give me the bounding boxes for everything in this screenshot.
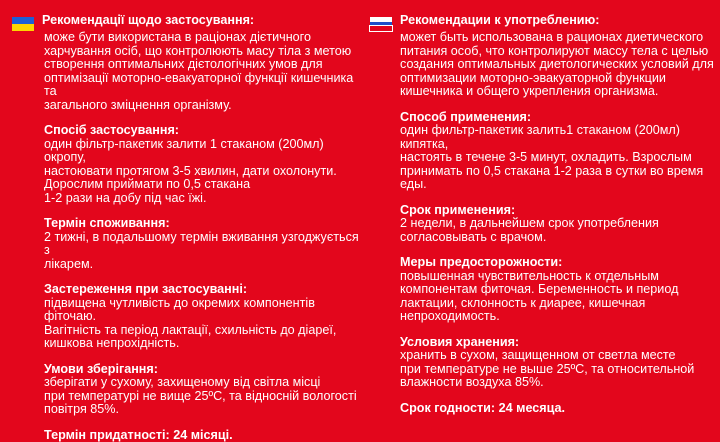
ua-recommend-header (12, 14, 362, 31)
russia-flag-icon (370, 17, 392, 31)
ru-warn-text: повышенная чувствительность к отдельным компонентам фиточая. Беременность и период лактации, склонность к диарее, кишечная непроходимость. (400, 270, 716, 324)
ru-term-section (370, 204, 716, 245)
ua-term-section (12, 217, 362, 271)
ru-storage-title: Условия хранения: (400, 336, 716, 350)
ru-term-title: Срок применения: (400, 204, 716, 218)
ru-method-title: Способ применения: (400, 111, 716, 125)
ru-storage-section (370, 336, 716, 390)
ua-warn-title: Застереження при застосуванні: (44, 283, 362, 297)
ru-recommend-text: может быть использована в рационах диетического питания особ, что контролируют массу тела с целью создания оптимальных диетологических условий для оптимизации моторно-эвакуаторной функции кишечника и общего укрепления организма. (400, 31, 716, 99)
ua-recommend-text: може бути використана в раціонах дієтичного харчування осіб, що контролюють масу тіла з метою створення оптимальних дієтологічних умов для оптимізації моторно-евакуаторної функції кишечника та загального зміцнення організму. (44, 31, 362, 112)
ua-warn-section (12, 283, 362, 351)
ukrainian-column (12, 14, 362, 442)
ua-warn-text: підвищена чутливість до окремих компонентів фіточаю. Вагітність та період лактації, схильність до діареї, кишкова непрохідність. (44, 297, 362, 351)
ru-storage-text: хранить в сухом, защищенном от светла месте при температуре не выше 25ºС, та относительной влажности воздуха 85%. (400, 349, 716, 390)
ua-recommend-title: Рекомендації щодо застосування: (42, 14, 254, 28)
ua-storage-section (12, 363, 362, 417)
ua-storage-text: зберігати у сухому, захищеному від світла місці при температурі не вище 25ºС, та відносній вологості повітря 85%. (44, 376, 362, 417)
ru-method-text: один фильтр-пакетик залить1 стаканом (200мл) кипятка, настоять в течене 3-5 минут, охладить. Взрослым принимать по 0,5 стакана 1-2 раза в сутки во время еды. (400, 124, 716, 192)
ua-storage-title: Умови зберігання: (44, 363, 362, 377)
ua-shelf-life: Термін придатності: 24 місяці. (44, 429, 362, 442)
ru-term-text: 2 недели, в дальнейшем срок употребления согласовывать с врачом. (400, 217, 716, 244)
ru-recommend-title: Рекомендации к употреблению: (400, 14, 600, 28)
ru-shelf-life: Срок годности: 24 месяца. (400, 402, 716, 416)
ua-method-section (12, 124, 362, 205)
ua-term-text: 2 тижні, в подальшому термін вживання узгоджується з лікарем. (44, 231, 362, 272)
ru-warn-section (370, 256, 716, 324)
russian-column (370, 14, 716, 415)
ua-method-title: Спосіб застосування: (44, 124, 362, 138)
ukraine-flag-icon (12, 17, 34, 31)
ua-term-title: Термін споживання: (44, 217, 362, 231)
ua-method-text: один фільтр-пакетик залити 1 стаканом (200мл) окропу, настоювати протягом 3-5 хвилин, дати охолонути. Дорослим приймати по 0,5 стакана 1-2 рази на добу під час їжі. (44, 138, 362, 206)
ru-method-section (370, 111, 716, 192)
ru-recommend-header (370, 14, 716, 31)
ru-warn-title: Меры предосторожности: (400, 256, 716, 270)
